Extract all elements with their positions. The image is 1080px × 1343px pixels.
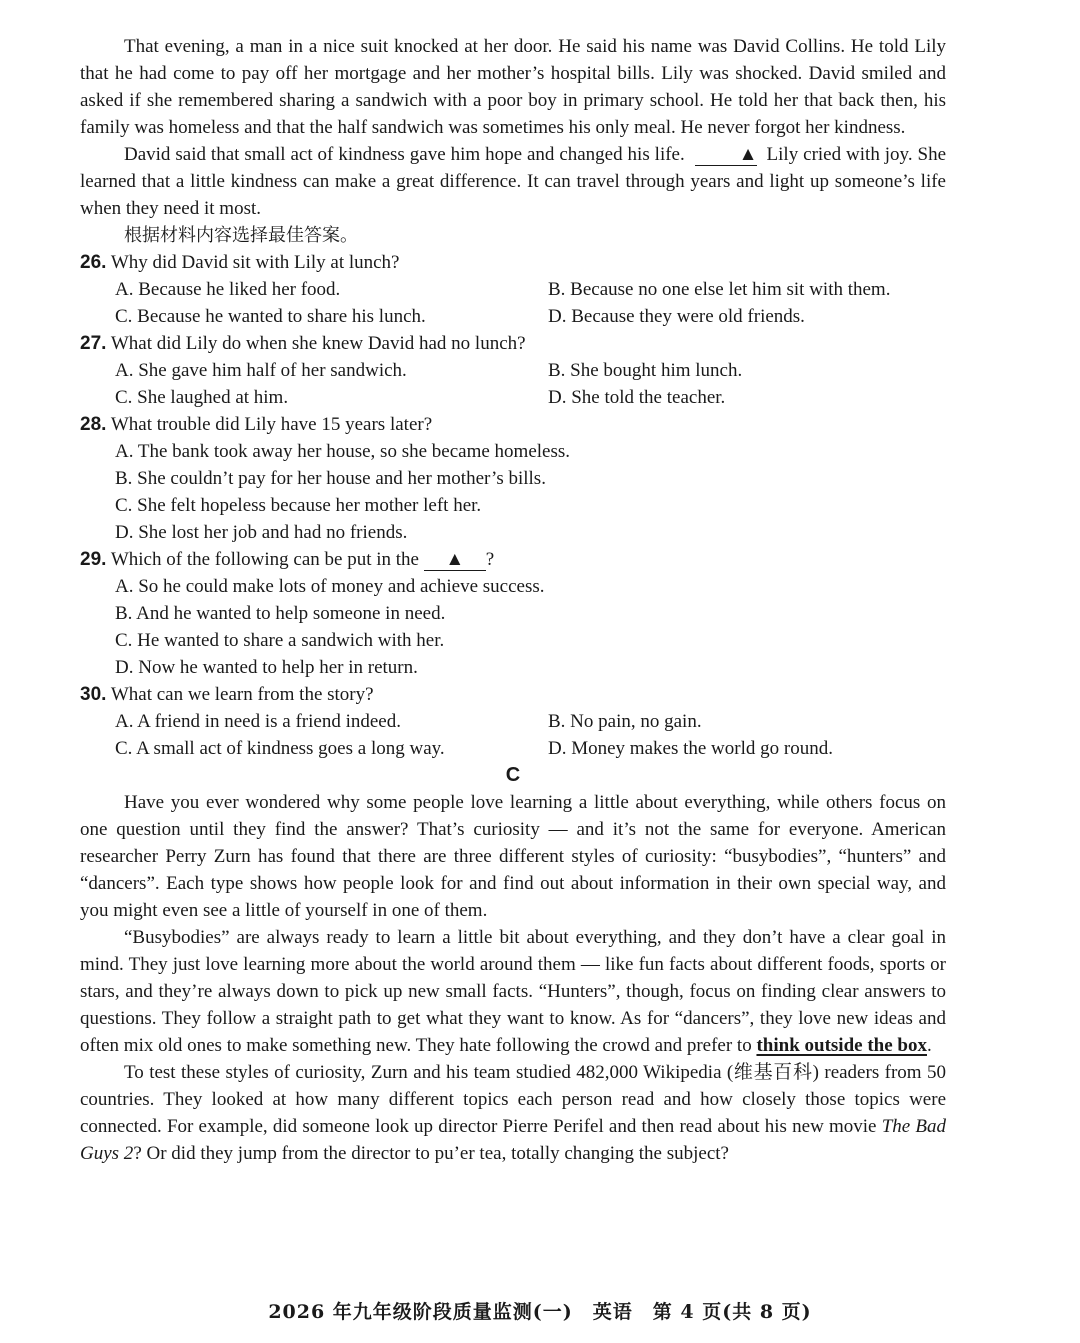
passage-b-paragraph-1: That evening, a man in a nice suit knocked at her door. He said his name was David Collins. He told Lily that he had come to pay off her mortgage and her mother’s hospital bills. Lily was shocked. David smiled and asked if she remembered sharing a sandwich with a poor boy in primary school. He told her that back then, his family was homeless and that the half sandwich was sometimes his only meal. He never forgot her kindness.	[80, 36, 946, 138]
option-b[interactable]: B. She couldn’t pay for her house and her mother’s bills.	[115, 468, 546, 489]
option-d[interactable]: D. She told the teacher.	[548, 387, 726, 408]
question-27-options	[115, 357, 946, 411]
question-28-options	[115, 438, 946, 546]
paragraph-text-end: .	[926, 1035, 932, 1056]
passage-c-paragraph-1: Have you ever wondered why some people love learning a little about everything, while others focus on one question until they find the answer? That’s curiosity — and it’s not the same for everyone. American researcher Perry Zurn has found that there are three different styles of curiosity: “busybodies”, “hunters” and “dancers”. Each type shows how people look for and find out about information in their own special way, and you might even see a little of yourself in one of them.	[80, 792, 946, 921]
page-body	[80, 33, 946, 1167]
question-30: 30. What can we learn from the story?	[80, 684, 374, 705]
question-stem: Why did David sit with Lily at lunch?	[110, 252, 400, 273]
option-d[interactable]: D. She lost her job and had no friends.	[115, 522, 408, 543]
question-number: 30	[80, 684, 102, 705]
paragraph-text-end: ? Or did they jump from the director to pu’er tea, totally changing the subject?	[133, 1143, 729, 1164]
option-b[interactable]: B. Because no one else let him sit with them.	[548, 279, 891, 300]
passage-b-paragraph-2	[80, 141, 946, 222]
option-c[interactable]: C. She laughed at him.	[115, 387, 289, 408]
question-stem: Which of the following can be put in the	[110, 549, 419, 570]
option-c[interactable]: C. He wanted to share a sandwich with her.	[115, 630, 445, 651]
question-30-options	[115, 708, 946, 762]
question-26-options	[115, 276, 946, 330]
option-a[interactable]: A. Because he liked her food.	[115, 279, 341, 300]
question-number: 26	[80, 252, 102, 273]
page-footer: 2026 年九年级阶段质量监测(一) 英语 第 4 页(共 8 页)	[268, 1301, 812, 1323]
passage-c-paragraph-3	[80, 1059, 946, 1167]
option-b[interactable]: B. And he wanted to help someone in need.	[115, 603, 446, 624]
paragraph-text: Lily cried with joy. She learned that a little kindness can make a great difference. It can travel through years and light up someone’s life when they need it most.	[80, 144, 947, 219]
option-a[interactable]: A. She gave him half of her sandwich.	[115, 360, 407, 381]
option-a[interactable]: A. A friend in need is a friend indeed.	[115, 711, 401, 732]
option-a[interactable]: A. The bank took away her house, so she became homeless.	[115, 441, 570, 462]
option-c[interactable]: C. Because he wanted to share his lunch.	[115, 306, 426, 327]
movie-title: The Bad Guys 2	[80, 1116, 946, 1164]
question-29-options	[115, 573, 946, 681]
question-number: 27	[80, 333, 102, 354]
paragraph-text: To test these styles of curiosity, Zurn and his team studied 482,000 Wikipedia (维基百科) readers from 50 countries. They looked at how many different topics each person read and how closely those topics were connected. For example, did someone look up director Pierre Perifel and then read about his new movie	[80, 1062, 946, 1137]
option-d[interactable]: D. Now he wanted to help her in return.	[115, 657, 418, 678]
question-28: 28. What trouble did Lily have 15 years later?	[80, 414, 433, 435]
question-29: 29. Which of the following can be put in the ▲ ?	[80, 549, 495, 570]
option-d[interactable]: D. Money makes the world go round.	[548, 738, 833, 759]
option-d[interactable]: D. Because they were old friends.	[548, 306, 805, 327]
option-b[interactable]: B. She bought him lunch.	[548, 360, 743, 381]
instruction-text: 根据材料内容选择最佳答案。	[124, 225, 358, 246]
question-number: 28	[80, 414, 102, 435]
option-b[interactable]: B. No pain, no gain.	[548, 711, 702, 732]
question-number: 29	[80, 549, 102, 570]
question-stem: What did Lily do when she knew David had no lunch?	[110, 333, 526, 354]
paragraph-text: David said that small act of kindness gave him hope and changed his life.	[124, 144, 685, 165]
option-c[interactable]: C. A small act of kindness goes a long way.	[115, 738, 445, 759]
answer-blank-ref: ▲	[424, 550, 486, 571]
underlined-phrase: think outside the box	[756, 1035, 927, 1056]
question-stem-end: ?	[485, 549, 495, 570]
option-c[interactable]: C. She felt hopeless because her mother left her.	[115, 495, 482, 516]
paragraph-text: “Busybodies” are always ready to learn a little bit about everything, and they don’t have a clear goal in mind. They just love learning more about the world around them — like fun facts about different foods, sports or stars, and they’re always down to pick up new small facts. “Hunters”, though, focus on finding clear answers to questions. They follow a straight path to get what they want to know. As for “dancers”, they love new ideas and often mix old ones to make something new. They hate following the crowd and prefer to	[80, 927, 946, 1056]
answer-blank: ▲	[695, 145, 757, 166]
option-a[interactable]: A. So he could make lots of money and achieve success.	[115, 576, 545, 597]
question-stem: What trouble did Lily have 15 years later?	[110, 414, 433, 435]
question-27: 27. What did Lily do when she knew David had no lunch?	[80, 333, 526, 354]
question-26: 26. Why did David sit with Lily at lunch?	[80, 252, 400, 273]
question-stem: What can we learn from the story?	[110, 684, 374, 705]
section-c-heading: C	[505, 764, 521, 786]
passage-c-paragraph-2	[80, 924, 946, 1059]
